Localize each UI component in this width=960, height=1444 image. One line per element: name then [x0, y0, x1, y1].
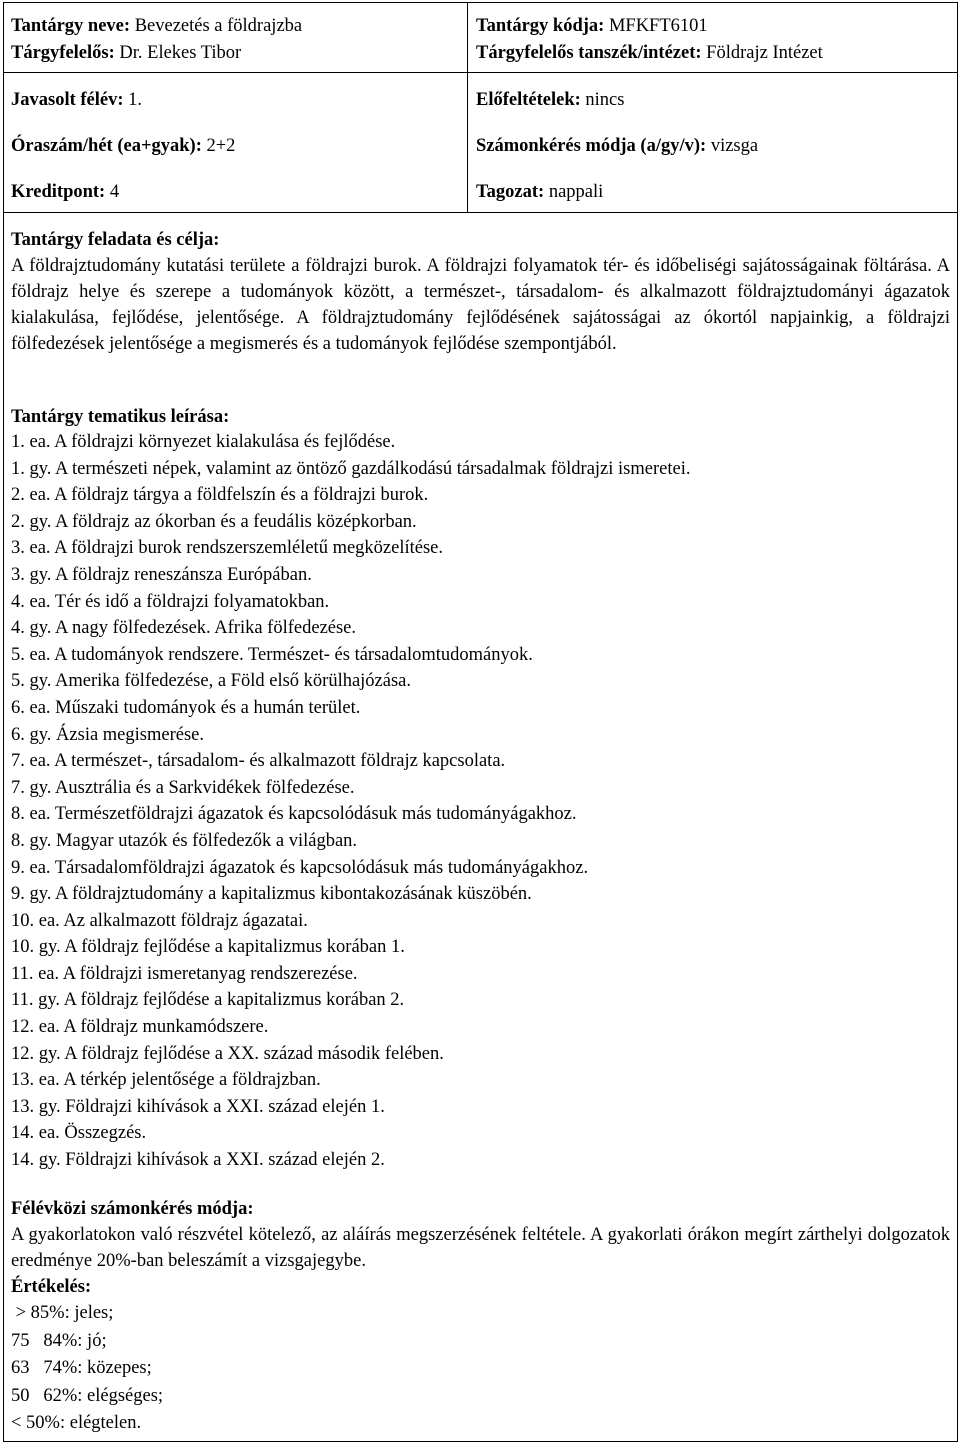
credit-label: Kreditpont:	[11, 182, 106, 202]
list-item: 2. gy. A földrajz az ókorban és a feudális középkorban.	[11, 511, 417, 532]
grading-title: Értékelés:	[11, 1277, 92, 1297]
prereq-row	[476, 87, 624, 113]
list-item: 10. ea. Az alkalmazott földrajz ágazatai.	[11, 910, 308, 931]
course-header-table	[4, 3, 957, 213]
subject-name-label: Tantárgy neve:	[11, 16, 131, 36]
list-item: 4. gy. A nagy fölfedezések. Afrika fölfedezése.	[11, 618, 357, 639]
midterm-text: A gyakorlatokon való részvétel kötelező, az aláírás megszerzésének feltétele. A gyakorlati órákon megírt zárthelyi dolgozatok eredménye 20%-ban beleszámít a vizsgajegybe.	[11, 1225, 950, 1271]
subject-name-row	[11, 13, 302, 39]
track-value: nappali	[548, 182, 604, 202]
list-item: 6. gy. Ázsia megismerése.	[11, 724, 204, 745]
track-row	[476, 179, 603, 205]
list-item: 8. gy. Magyar utazók és fölfedezők a világban.	[11, 830, 358, 851]
hours-label: Óraszám/hét (ea+gyak):	[11, 136, 202, 156]
responsible-row	[11, 40, 241, 66]
list-item: 9. gy. A földrajztudomány a kapitalizmus kibontakozásának küszöbén.	[11, 884, 532, 905]
aim-title: Tantárgy feladata és célja:	[11, 230, 220, 250]
hours-value: 2+2	[206, 136, 236, 156]
grade-item: 63 74%: közepes;	[11, 1358, 152, 1379]
prereq-value: nincs	[585, 90, 625, 110]
credit-row	[11, 179, 119, 205]
grade-item: 50 62%: elégséges;	[11, 1385, 164, 1406]
list-item: 12. gy. A földrajz fejlődése a XX. század második felében.	[11, 1043, 444, 1064]
exam-value: vizsga	[710, 136, 759, 156]
course-sheet	[3, 2, 958, 1442]
midterm-title: Félévközi számonkérés módja:	[11, 1199, 254, 1219]
department-label: Tárgyfelelős tanszék/intézet:	[476, 43, 702, 63]
list-item: 5. gy. Amerika fölfedezése, a Föld első körülhajózása.	[11, 671, 412, 692]
subject-name-value: Bevezetés a földrajzba	[134, 16, 303, 36]
track-label: Tagozat:	[476, 182, 545, 202]
responsible-label: Tárgyfelelős:	[11, 43, 115, 63]
list-item: 10. gy. A földrajz fejlődése a kapitalizmus korában 1.	[11, 937, 405, 958]
grade-item: < 50%: elégtelen.	[11, 1413, 142, 1434]
list-item: 13. ea. A térkép jelentősége a földrajzban.	[11, 1070, 321, 1091]
credit-value: 4	[109, 182, 120, 202]
prereq-label: Előfeltételek:	[476, 90, 581, 110]
code-row	[476, 13, 708, 39]
code-value: MFKFT6101	[608, 16, 708, 36]
hours-row	[11, 133, 235, 159]
responsible-value: Dr. Elekes Tibor	[119, 43, 242, 63]
department-value: Földrajz Intézet	[706, 43, 823, 63]
grading-list	[11, 1300, 163, 1438]
grade-item: > 85%: jeles;	[11, 1303, 114, 1323]
list-item: 3. gy. A földrajz reneszánsza Európában.	[11, 564, 312, 585]
semester-row	[11, 87, 142, 113]
list-item: 1. gy. A természeti népek, valamint az öntöző gazdálkodású társadalmak földrajzi ismeretei.	[11, 458, 691, 479]
header-row-divider	[467, 72, 957, 73]
list-item: 11. ea. A földrajzi ismeretanyag rendszerezése.	[11, 963, 358, 984]
list-item: 13. gy. Földrajzi kihívások a XXI. század elején 1.	[11, 1096, 385, 1117]
exam-label: Számonkérés módja (a/gy/v):	[476, 136, 707, 156]
header-column-divider	[467, 3, 468, 212]
list-item: 12. ea. A földrajz munkamódszere.	[11, 1017, 269, 1038]
list-item: 14. gy. Földrajzi kihívások a XXI. század elején 2.	[11, 1150, 385, 1171]
list-item: 5. ea. A tudományok rendszere. Természet- és társadalomtudományok.	[11, 644, 533, 665]
exam-row	[476, 133, 758, 159]
list-item: 7. gy. Ausztrália és a Sarkvidékek fölfedezése.	[11, 777, 355, 798]
code-label: Tantárgy kódja:	[476, 16, 605, 36]
list-item: 11. gy. A földrajz fejlődése a kapitalizmus korában 2.	[11, 990, 405, 1011]
list-item: 6. ea. Műszaki tudományok és a humán terület.	[11, 697, 361, 718]
list-item: 2. ea. A földrajz tárgya a földfelszín és a földrajzi burok.	[11, 485, 429, 506]
semester-label: Javasolt félév:	[11, 90, 124, 110]
semester-value: 1.	[128, 90, 143, 110]
grade-item: 75 84%: jó;	[11, 1330, 107, 1351]
topics-title: Tantárgy tematikus leírása:	[11, 407, 230, 427]
header-row-divider	[4, 72, 467, 73]
list-item: 7. ea. A természet-, társadalom- és alkalmazott földrajz kapcsolata.	[11, 751, 506, 772]
list-item: 14. ea. Összegzés.	[11, 1123, 147, 1144]
list-item: 1. ea. A földrajzi környezet kialakulása és fejlődése.	[11, 432, 396, 452]
list-item: 3. ea. A földrajzi burok rendszerszemléletű megközelítése.	[11, 538, 444, 559]
topics-list	[11, 429, 950, 1174]
list-item: 4. ea. Tér és idő a földrajzi folyamatokban.	[11, 591, 330, 612]
list-item: 9. ea. Társadalomföldrajzi ágazatok és kapcsolódásuk más tudományágakhoz.	[11, 857, 589, 878]
aim-text: A földrajztudomány kutatási területe a földrajzi burok. A földrajzi folyamatok tér- és időbeliségi sajátosságainak föltárása. A földrajz helye és szerepe a tudományok között, a természet-, társadalom- és alkalmazott földrajztudományi ágazatok kialakulása, fejlődése, jelentősége. A földrajztudomány fejlődésének sajátosságai az ókortól napjainkig, a földrajzi fölfedezések jelentősége a megismerés és a tudományok fejlődése szempontjából.	[11, 256, 950, 354]
department-row	[476, 40, 823, 66]
list-item: 8. ea. Természetföldrajzi ágazatok és kapcsolódásuk más tudományágakhoz.	[11, 804, 577, 825]
